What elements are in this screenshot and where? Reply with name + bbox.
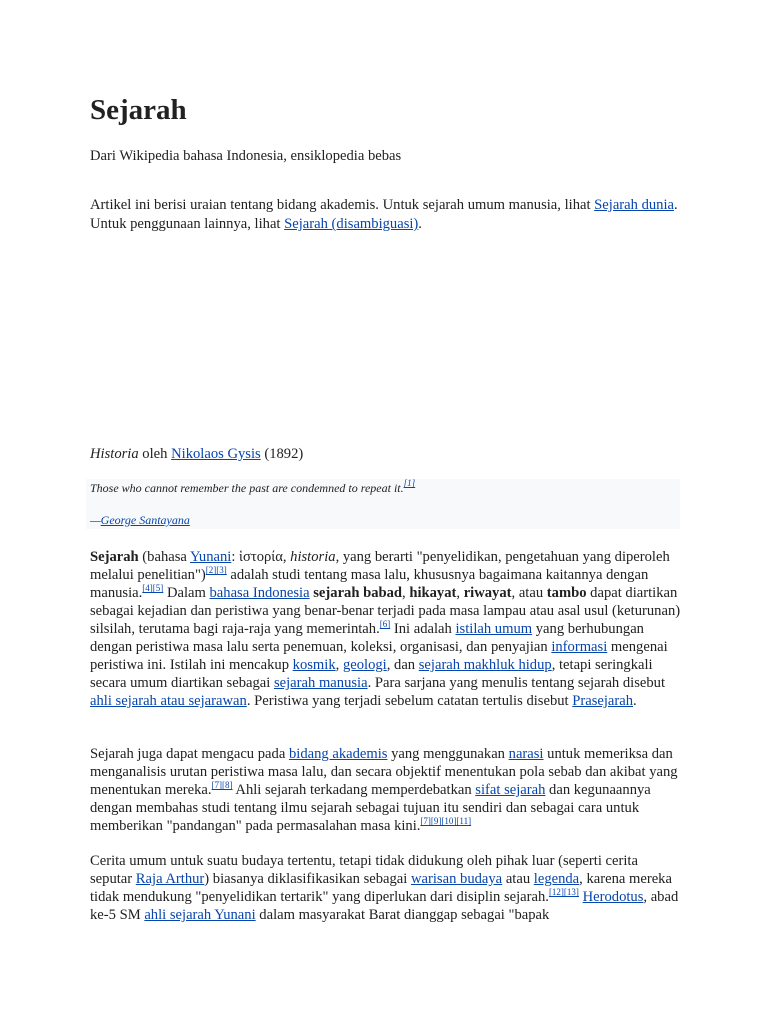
text: . Para sarjana yang menulis tentang sejarah disebut [367,675,666,691]
caption-italic: Historia [90,446,139,462]
link-prasejarah[interactable]: Prasejarah [572,693,634,709]
quote-dash: — [90,513,101,527]
ref-link[interactable]: [4][5] [142,583,164,593]
link-nikolaos-gysis[interactable]: Nikolaos Gysis [171,446,261,462]
caption-text: oleh [138,446,172,462]
link-bidang-akademis[interactable]: bidang akademis [288,746,388,762]
paragraph-intro [90,548,682,710]
text: Dalam [163,585,210,601]
link-ahli-sejarah-yunani[interactable]: ahli sejarah Yunani [144,907,256,923]
link-istilah-umum[interactable]: istilah umum [455,621,533,637]
ref-link[interactable]: [7][9][10][11] [420,816,472,826]
bold-term: sejarah babad [313,585,403,601]
page-title: Sejarah [90,94,187,126]
image-caption [90,444,303,464]
text: , atau [511,585,547,601]
text: , tetapi seringkali secara umum diartikan sebagai [90,657,653,691]
link-sejarah-makhluk-hidup[interactable]: sejarah makhluk hidup [418,657,552,673]
text: ) biasanya diklasifikasikan sebagai [204,871,411,887]
ref-link[interactable]: [1] [403,478,416,488]
text: atau [502,871,534,887]
link-raja-arthur[interactable]: Raja Arthur [135,871,205,887]
ref-link[interactable]: [12][13] [548,887,579,897]
link-sejarah-disambiguasi[interactable]: Sejarah (disambiguasi) [284,216,419,232]
italic-term: historia [290,549,336,565]
page-subtitle: Dari Wikipedia bahasa Indonesia, ensiklopedia bebas [90,148,402,164]
ref-link[interactable]: [6] [379,619,391,629]
text: dalam masyarakat Barat dianggap sebagai "bapak [255,907,550,923]
link-geologi[interactable]: geologi [342,657,387,673]
link-herodotus[interactable]: Herodotus [582,889,644,905]
quote-box [86,479,680,529]
hatnote [90,196,680,234]
text: (bahasa [138,549,190,565]
text: Ini adalah [390,621,456,637]
text: : ἱστορία, [231,549,291,565]
link-narasi[interactable]: narasi [508,746,544,762]
text: , [456,585,464,601]
quote-text [90,480,415,496]
text: dapat diartikan sebagai kejadian dan peristiwa yang benar-benar terjadi pada masa lampau atau asal usul (keturunan) silsilah, terutama bagi raja-raja yang memerintah. [90,585,681,637]
link-george-santayana[interactable]: George Santayana [100,513,190,527]
text: Sejarah juga dapat mengacu pada [90,746,289,762]
text: , dan [386,657,419,673]
link-sifat-sejarah[interactable]: sifat sejarah [475,782,546,798]
link-ahli-sejarah[interactable]: ahli sejarah atau sejarawan [90,693,247,709]
text: , karena mereka tidak mendukung "penyelidikan tertarik" yang diperlukan dari disiplin sejarah. [90,871,672,905]
text: yang menggunakan [387,746,509,762]
quote-body: Those who cannot remember the past are condemned to repeat it. [90,481,404,495]
link-warisan-budaya[interactable]: warisan budaya [410,871,503,887]
link-sejarah-manusia[interactable]: sejarah manusia [273,675,368,691]
text: , [335,657,343,673]
link-informasi[interactable]: informasi [551,639,608,655]
text: Cerita umum untuk suatu budaya tertentu, tetapi tidak didukung oleh pihak luar (seperti cerita seputar [90,853,638,887]
text: adalah studi tentang masa lalu, khususnya bagaimana kaitannya dengan manusia. [90,567,649,601]
link-sejarah-dunia[interactable]: Sejarah dunia [594,197,675,213]
bold-term: Sejarah [90,549,139,565]
link-kosmik[interactable]: kosmik [292,657,336,673]
hatnote-text: Artikel ini berisi uraian tentang bidang akademis. Untuk sejarah umum manusia, lihat [90,197,595,213]
bold-term: riwayat [463,585,512,601]
link-bahasa-indonesia[interactable]: bahasa Indonesia [209,585,310,601]
text: , [402,585,410,601]
text: mengenai peristiwa ini. Istilah ini mencakup [90,639,668,673]
link-yunani[interactable]: Yunani [189,549,232,565]
link-legenda[interactable]: legenda [533,871,580,887]
text: , yang berarti "penyelidikan, pengetahuan yang diperoleh melalui penelitian") [90,549,670,583]
text: . [633,693,637,709]
ref-link[interactable]: [2][3] [205,565,227,575]
quote-attribution [90,512,190,528]
text: untuk memeriksa dan menganalisis urutan peristiwa masa lalu, dan secara objektif menentukan pola sebab dan akibat yang menentukan mereka. [90,746,678,798]
text: Ahli sejarah terkadang memperdebatkan [232,782,476,798]
caption-text: (1892) [260,446,304,462]
ref-link[interactable]: [7][8] [211,780,233,790]
hatnote-text: . [418,216,422,232]
hatnote-text: . Untuk penggunaan lainnya, lihat [90,197,678,232]
paragraph-culture [90,852,682,924]
bold-term: tambo [546,585,587,601]
text: , abad ke-5 SM [90,889,679,923]
text: . Peristiwa yang terjadi sebelum catatan tertulis disebut [246,693,573,709]
paragraph-academic [90,745,682,835]
bold-term: hikayat [409,585,457,601]
text: yang berhubungan dengan peristiwa masa lalu serta penemuan, koleksi, organisasi, dan penyajian [90,621,644,655]
text: dan kegunaannya dengan membahas studi tentang ilmu sejarah sebagai tujuan itu sendiri dan sebagai cara untuk memberikan "pandangan" pada permasalahan masa kini. [90,782,651,834]
